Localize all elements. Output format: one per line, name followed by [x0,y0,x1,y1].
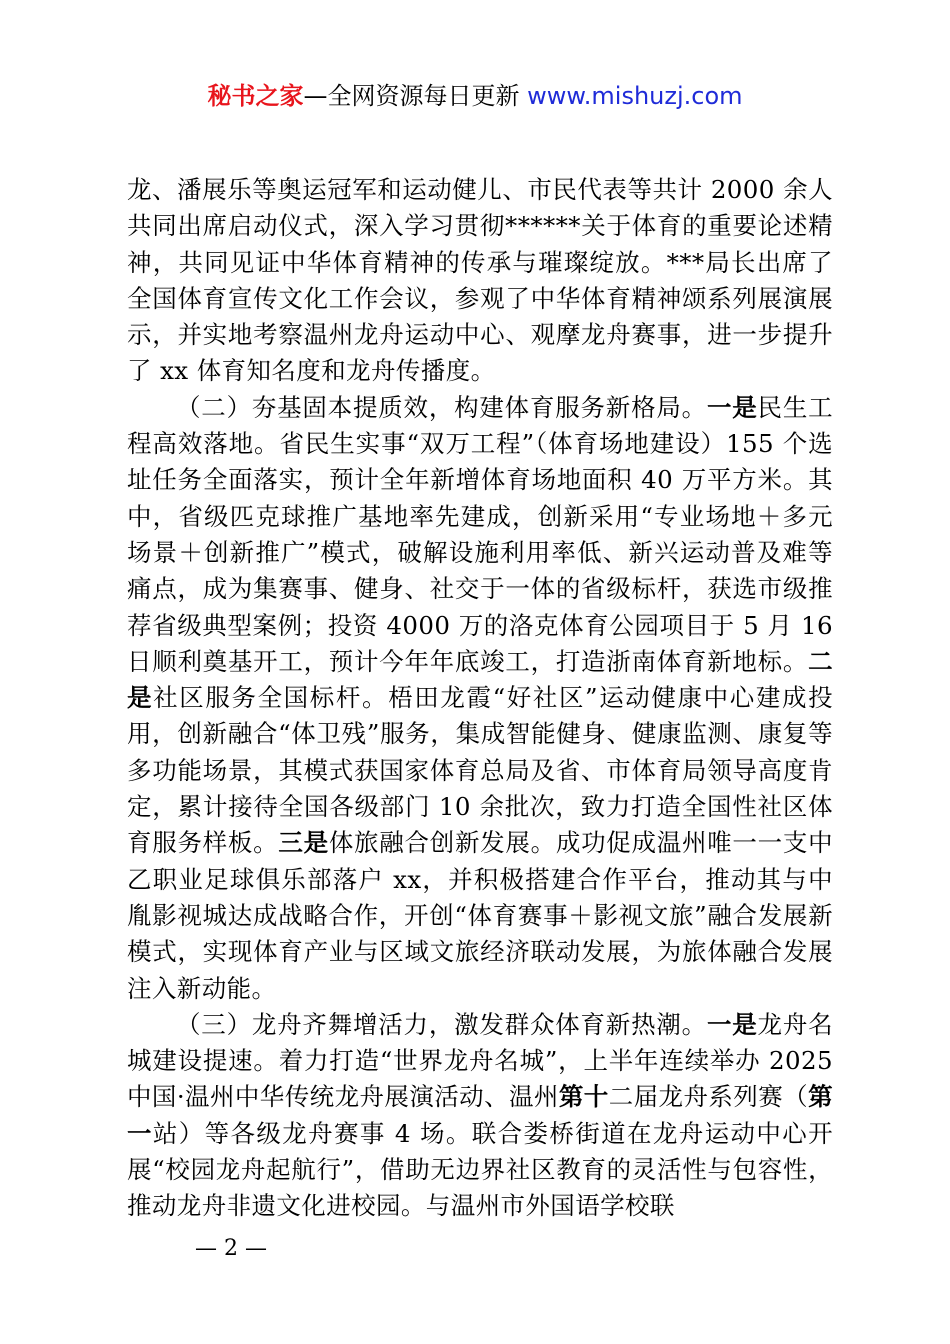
brand-name: 秘书之家 [207,82,304,110]
bold-text: 第十 [558,1082,609,1112]
bold-marker: 二是 [127,646,833,713]
bold-marker: 一是 [706,1009,758,1039]
document-body [127,172,833,1225]
paragraph-text: 龙舟名城建设提速。着力打造“世界龙舟名城”，上半年连续举办 2025 中国·温州中华传统龙舟展演活动、温州 [127,1009,833,1112]
section-heading-3: （三）龙舟齐舞增活力，激发群众体育新热潮。 [176,1009,707,1039]
paragraph-3 [127,1007,833,1225]
paragraph-2 [127,390,833,1007]
paragraph-text: 社区服务全国标杆。梧田龙霞“好社区”运动健康中心建成投用，创新融合“体卫残”服务，集成智能健身、健康监测、康复等多功能场景，其模式获国家体育总局及省、市体育局领导高度肯定，累计接待全国各级部门 10 余批次，致力打造全国性社区体育服务样板。 [127,683,833,858]
bold-text: 第一 [127,1082,833,1148]
paragraph-text: 民生工程高效落地。省民生实事“双万工程”（体育场地建设）155 个选址任务全面落实，预计全年新增体育场地面积 40 万平方米。其中，省级匹克球推广基地率先建成，创新采用“专业场地＋多元场景＋创新推广”模式，破解设施利用率低、新兴运动普及难等痛点，成为集赛事、健身、社交于一体的省级标杆，获选市级推荐省级典型案例；投资 4000 万的洛克体育公园项目于 5 月 16 日顺利奠基开工，预计今年年底竣工，打造浙南体育新地标。 [127,392,833,676]
paragraph-1: 龙、潘展乐等奥运冠军和运动健儿、市民代表等共计 2000 余人共同出席启动仪式，深入学习贯彻******关于体育的重要论述精神，共同见证中华体育精神的传承与璀璨绽放。***局长出席了全国体育宣传文化工作会议，参观了中华体育精神颂系列展演展示，并实地考察温州龙舟运动中心、观摩龙舟赛事，进一步提升了 xx 体育知名度和龙舟传播度。 [127,175,833,386]
page-number: — 2 — [195,1236,267,1261]
banner-slogan: —全网资源每日更新 [303,82,528,110]
paragraph-text: 二届龙舟系列赛（ [608,1082,809,1112]
bold-marker: 一是 [706,392,758,422]
bold-marker: 三是 [278,828,329,858]
section-heading-2: （二）夯基固本提质效，构建体育服务新格局。 [176,392,707,422]
paragraph-text: 站）等各级龙舟赛事 4 场。联合娄桥街道在龙舟运动中心开展“校园龙舟起航行”，借助无边界社区教育的灵活性与包容性，推动龙舟非遗文化进校园。与温州市外国语学校联 [127,1118,833,1221]
paragraph-text: 体旅融合创新发展。成功促成温州唯一一支中乙职业足球俱乐部落户 xx，并积极搭建合作平台，推动其与中胤影视城达成战略合作，开创“体育赛事＋影视文旅”融合发展新模式，实现体育产业与区域文旅经济联动发展，为旅体融合发展注入新动能。 [127,828,833,1003]
website-link[interactable]: www.mishuzj.com [527,82,743,110]
site-banner [0,80,950,112]
